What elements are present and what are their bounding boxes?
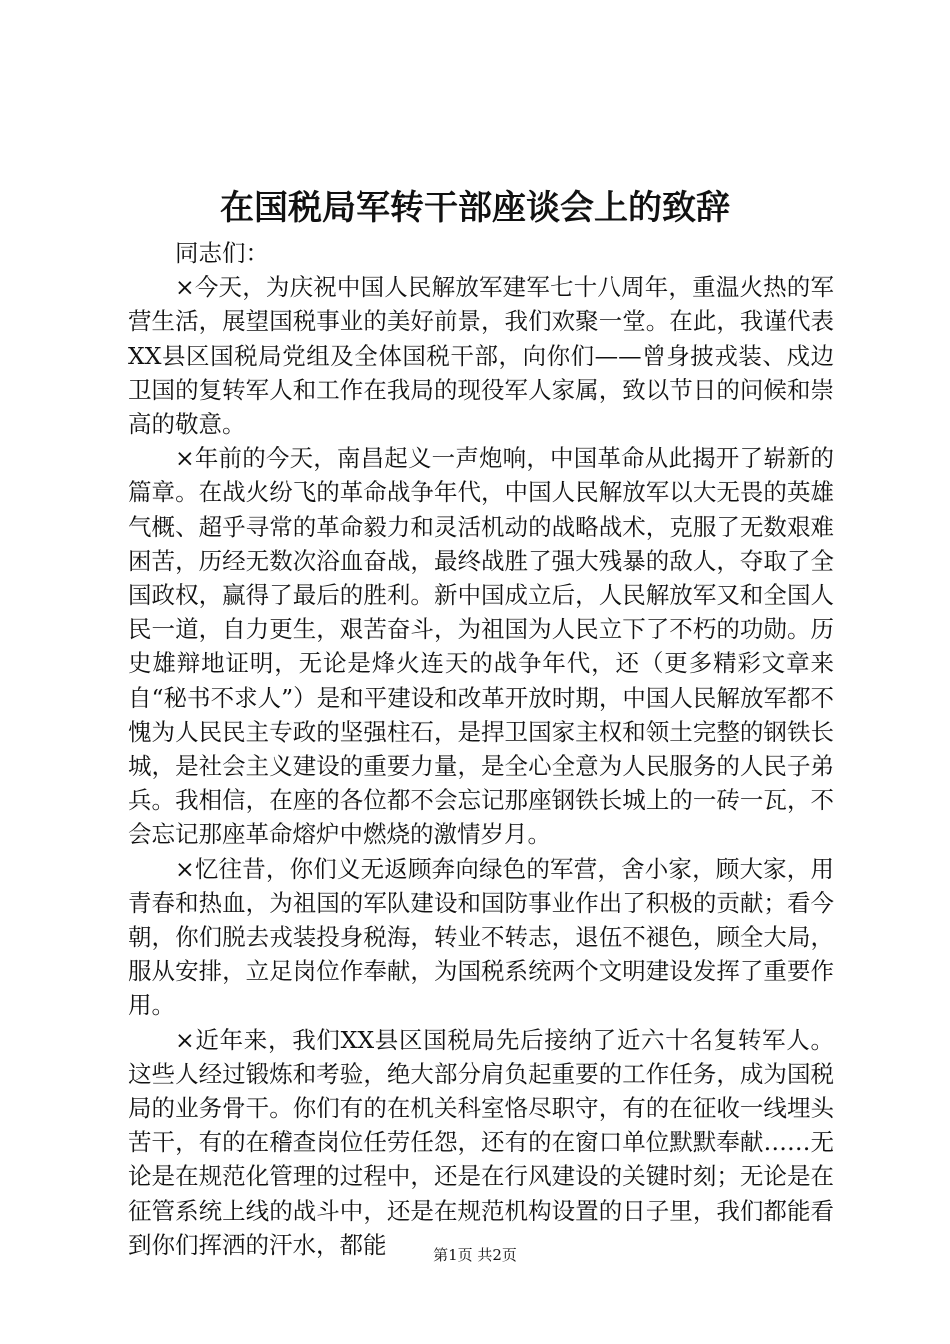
paragraph-4: ×近年来，我们XX县区国税局先后接纳了近六十名复转军人。这些人经过锻炼和考验，绝大部分肩负起重要的工作任务，成为国税局的业务骨干。你们有的在机关科室恪尽职守，有的在征收一线埋头苦干，有的在稽查岗位任劳任怨，还有的在窗口单位默默奉献……无论是在规范化管理的过程中，还是在行风建设的关键时刻；无论是在征管系统上线的战斗中，还是在规范机构设置的日子里，我们都能看到你们挥洒的汗水，都能: [128, 1025, 834, 1259]
paragraph-3: ×忆往昔，你们义无返顾奔向绿色的军营，舍小家，顾大家，用青春和热血，为祖国的军队建设和国防事业作出了积极的贡献；看今朝，你们脱去戎装投身税海，转业不转志，退伍不褪色，顾全大局，服从安排，立足岗位作奉献，为国税系统两个文明建设发挥了重要作用。: [128, 854, 834, 1020]
paragraph-2: ×年前的今天，南昌起义一声炮响，中国革命从此揭开了崭新的篇章。在战火纷飞的革命战争年代，中国人民解放军以大无畏的英雄气概、超乎寻常的革命毅力和灵活机动的战略战术，克服了无数艰难困苦，历经无数次浴血奋战，最终战胜了强大残暴的敌人，夺取了全国政权，赢得了最后的胜利。新中国成立后，人民解放军又和全国人民一道，自力更生，艰苦奋斗，为祖国为人民立下了不朽的功勋。历史雄辩地证明，无论是烽火连天的战争年代，还（更多精彩文章来自“秘书不求人”）是和平建设和改革开放时期，中国人民解放军都不愧为人民民主专政的坚强柱石，是捍卫国家主权和领土完整的钢铁长城，是社会主义建设的重要力量，是全心全意为人民服务的人民子弟兵。我相信，在座的各位都不会忘记那座钢铁长城上的一砖一瓦，不会忘记那座革命熔炉中燃烧的激情岁月。: [128, 444, 834, 849]
page-footer: 第1页 共2页: [433, 1246, 517, 1264]
document-title: 在国税局军转干部座谈会上的致辞: [220, 188, 730, 228]
document-body: [128, 236, 834, 1262]
paragraph-1: ×今天，为庆祝中国人民解放军建军七十八周年，重温火热的军营生活，展望国税事业的美好前景，我们欢聚一堂。在此，我谨代表XX县区国税局党组及全体国税干部，向你们——曾身披戎装、戍边卫国的复转军人和工作在我局的现役军人家属，致以节日的问候和崇高的敬意。: [128, 273, 834, 439]
salutation: 同志们：: [175, 239, 269, 267]
